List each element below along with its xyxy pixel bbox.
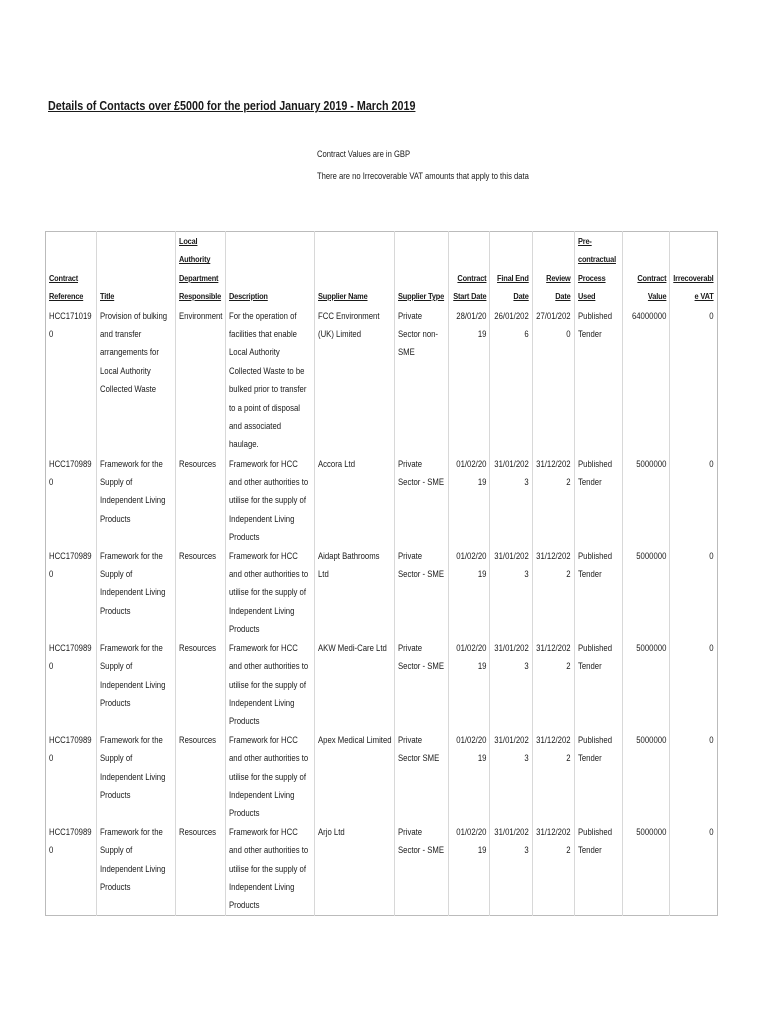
cell-irrecoverable-vat: 0 (670, 639, 718, 731)
header-review-date: Review Date (533, 232, 575, 307)
cell-supplier-name: Apex Medical Limited (315, 731, 395, 823)
cell-contract-reference: HCC1709890 (46, 455, 97, 547)
cell-title: Framework for the Supply of Independent Living Products (97, 823, 176, 916)
cell-contract-reference: HCC1709890 (46, 731, 97, 823)
cell-title: Provision of bulking and transfer arrangements for Local Authority Collected Waste (97, 307, 176, 455)
cell-start-date: 01/02/2019 (449, 547, 490, 639)
cell-start-date: 01/02/2019 (449, 639, 490, 731)
cell-review-date: 31/12/2022 (533, 823, 575, 916)
cell-supplier-name: Aidapt Bathrooms Ltd (315, 547, 395, 639)
cell-contract-value: 5000000 (623, 455, 670, 547)
header-contract-reference: Contract Reference (46, 232, 97, 307)
header-supplier-type: Supplier Type (395, 232, 449, 307)
cell-supplier-name: FCC Environment (UK) Limited (315, 307, 395, 455)
cell-department: Resources (176, 455, 226, 547)
cell-start-date: 01/02/2019 (449, 731, 490, 823)
cell-start-date: 01/02/2019 (449, 823, 490, 916)
table-row (46, 455, 718, 547)
cell-contract-reference: HCC1709890 (46, 547, 97, 639)
cell-process-used: Published Tender (575, 823, 623, 916)
cell-contract-value: 5000000 (623, 547, 670, 639)
header-start-date: Contract Start Date (449, 232, 490, 307)
cell-department: Resources (176, 639, 226, 731)
contracts-table (45, 231, 718, 916)
table-row (46, 731, 718, 823)
cell-supplier-name: AKW Medi-Care Ltd (315, 639, 395, 731)
cell-end-date: 26/01/2026 (490, 307, 533, 455)
header-irrecoverable-vat: Irrecoverable VAT (670, 232, 718, 307)
cell-description: Framework for HCC and other authorities to utilise for the supply of Independent Living Products (226, 547, 315, 639)
cell-description: Framework for HCC and other authorities to utilise for the supply of Independent Living Products (226, 823, 315, 916)
cell-process-used: Published Tender (575, 547, 623, 639)
cell-review-date: 31/12/2022 (533, 639, 575, 731)
cell-end-date: 31/01/2023 (490, 823, 533, 916)
header-end-date: Final End Date (490, 232, 533, 307)
cell-contract-value: 64000000 (623, 307, 670, 455)
table-row (46, 307, 718, 455)
table-row (46, 639, 718, 731)
cell-irrecoverable-vat: 0 (670, 823, 718, 916)
cell-end-date: 31/01/2023 (490, 731, 533, 823)
cell-contract-value: 5000000 (623, 823, 670, 916)
cell-description: Framework for HCC and other authorities to utilise for the supply of Independent Living Products (226, 455, 315, 547)
cell-review-date: 31/12/2022 (533, 455, 575, 547)
cell-supplier-type: Private Sector - SME (395, 639, 449, 731)
header-department: Local Authority Department Responsible (176, 232, 226, 307)
cell-supplier-type: Private Sector - SME (395, 823, 449, 916)
cell-end-date: 31/01/2023 (490, 547, 533, 639)
vat-note: There are no Irrecoverable VAT amounts that apply to this data (317, 171, 529, 181)
cell-title: Framework for the Supply of Independent Living Products (97, 639, 176, 731)
cell-contract-reference: HCC1710190 (46, 307, 97, 455)
cell-irrecoverable-vat: 0 (670, 731, 718, 823)
currency-note: Contract Values are in GBP (317, 149, 411, 159)
cell-supplier-type: Private Sector - SME (395, 455, 449, 547)
cell-title: Framework for the Supply of Independent Living Products (97, 547, 176, 639)
cell-start-date: 28/01/2019 (449, 307, 490, 455)
cell-process-used: Published Tender (575, 455, 623, 547)
cell-supplier-name: Arjo Ltd (315, 823, 395, 916)
cell-contract-value: 5000000 (623, 639, 670, 731)
cell-end-date: 31/01/2023 (490, 455, 533, 547)
table-row (46, 823, 718, 916)
cell-contract-value: 5000000 (623, 731, 670, 823)
cell-process-used: Published Tender (575, 731, 623, 823)
header-supplier-name: Supplier Name (315, 232, 395, 307)
cell-irrecoverable-vat: 0 (670, 455, 718, 547)
cell-description: Framework for HCC and other authorities to utilise for the supply of Independent Living Products (226, 639, 315, 731)
cell-description: Framework for HCC and other authorities to utilise for the supply of Independent Living Products (226, 731, 315, 823)
cell-contract-reference: HCC1709890 (46, 823, 97, 916)
cell-department: Resources (176, 731, 226, 823)
cell-department: Environment (176, 307, 226, 455)
header-contract-value: Contract Value (623, 232, 670, 307)
cell-irrecoverable-vat: 0 (670, 307, 718, 455)
cell-title: Framework for the Supply of Independent Living Products (97, 455, 176, 547)
cell-department: Resources (176, 547, 226, 639)
cell-description: For the operation of facilities that enable Local Authority Collected Waste to be bulked prior to transfer to a point of disposal and associated haulage. (226, 307, 315, 455)
table-row (46, 547, 718, 639)
table-header-row (46, 232, 718, 307)
cell-review-date: 31/12/2022 (533, 547, 575, 639)
cell-start-date: 01/02/2019 (449, 455, 490, 547)
header-process-used: Pre-contractual Process Used (575, 232, 623, 307)
cell-supplier-type: Private Sector SME (395, 731, 449, 823)
cell-review-date: 27/01/2020 (533, 307, 575, 455)
cell-supplier-type: Private Sector non-SME (395, 307, 449, 455)
header-title: Title (97, 232, 176, 307)
header-description: Description (226, 232, 315, 307)
cell-supplier-name: Accora Ltd (315, 455, 395, 547)
cell-contract-reference: HCC1709890 (46, 639, 97, 731)
cell-department: Resources (176, 823, 226, 916)
page-title: Details of Contacts over £5000 for the period January 2019 - March 2019 (48, 99, 416, 113)
cell-process-used: Published Tender (575, 639, 623, 731)
cell-irrecoverable-vat: 0 (670, 547, 718, 639)
cell-review-date: 31/12/2022 (533, 731, 575, 823)
cell-process-used: Published Tender (575, 307, 623, 455)
cell-title: Framework for the Supply of Independent Living Products (97, 731, 176, 823)
cell-end-date: 31/01/2023 (490, 639, 533, 731)
cell-supplier-type: Private Sector - SME (395, 547, 449, 639)
